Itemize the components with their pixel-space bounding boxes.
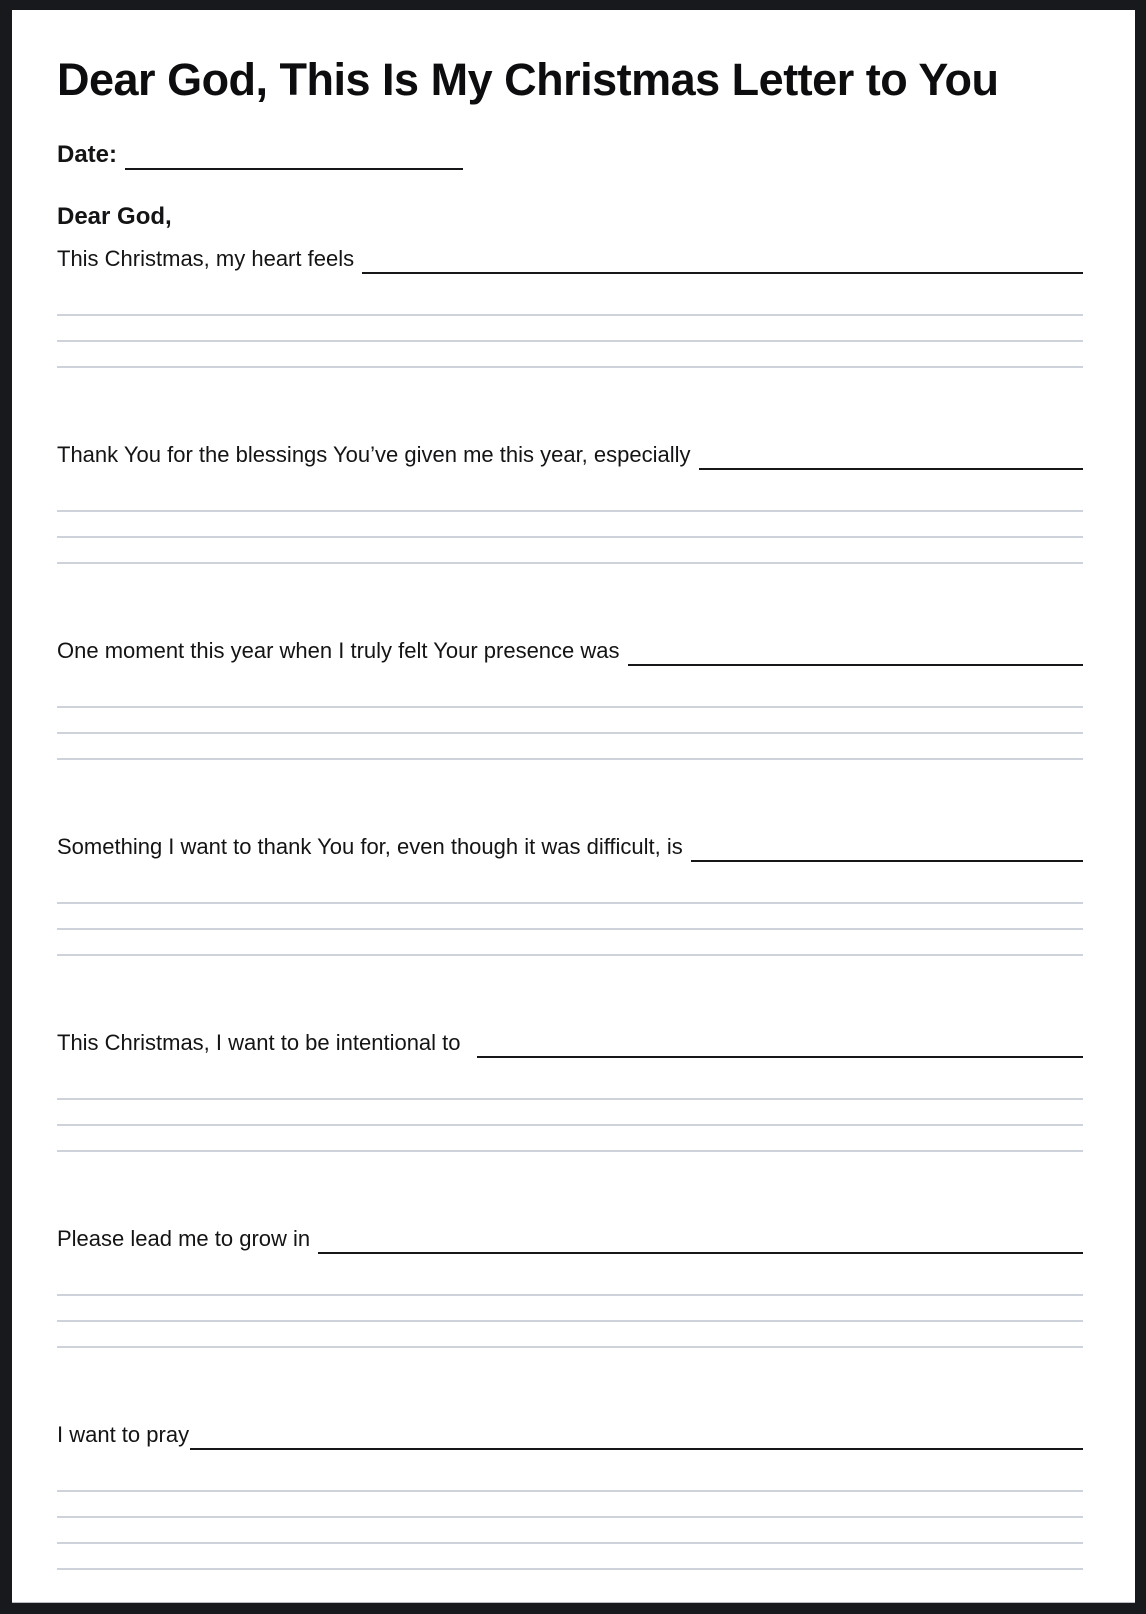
writing-line bbox=[57, 1544, 1083, 1570]
prompt-text: One moment this year when I truly felt Your presence was bbox=[57, 638, 620, 663]
writing-line bbox=[57, 1074, 1083, 1100]
prompt-fill-in-blank bbox=[190, 1424, 1083, 1450]
writing-line bbox=[57, 512, 1083, 538]
writing-line bbox=[57, 734, 1083, 760]
letter-section bbox=[57, 1028, 1083, 1152]
prompt-text: I want to pray bbox=[57, 1422, 190, 1447]
writing-line bbox=[57, 538, 1083, 564]
page-title: Dear God, This Is My Christmas Letter to You bbox=[57, 54, 999, 105]
prompt-text: Something I want to thank You for, even though it was difficult, is bbox=[57, 834, 683, 859]
letter-section bbox=[57, 1420, 1083, 1570]
writing-line bbox=[57, 682, 1083, 708]
date-row bbox=[57, 140, 1083, 170]
writing-lines bbox=[57, 1074, 1083, 1152]
letter-sections bbox=[57, 244, 1083, 1570]
writing-line bbox=[57, 1518, 1083, 1544]
writing-line bbox=[57, 290, 1083, 316]
writing-line bbox=[57, 1126, 1083, 1152]
prompt-row bbox=[57, 832, 1083, 862]
writing-line bbox=[57, 1270, 1083, 1296]
prompt-row bbox=[57, 244, 1083, 274]
letter-section bbox=[57, 1224, 1083, 1348]
writing-line bbox=[57, 486, 1083, 512]
writing-line bbox=[57, 930, 1083, 956]
prompt-fill-in-blank bbox=[691, 836, 1083, 862]
writing-lines bbox=[57, 1466, 1083, 1570]
date-fill-in-blank bbox=[125, 144, 463, 170]
date-label: Date: bbox=[57, 141, 118, 168]
prompt-fill-in-blank bbox=[699, 444, 1083, 470]
writing-line bbox=[57, 1296, 1083, 1322]
prompt-text: Please lead me to grow in bbox=[57, 1226, 311, 1251]
salutation: Dear God, bbox=[57, 203, 172, 230]
prompt-fill-in-blank bbox=[362, 248, 1083, 274]
prompt-text: Thank You for the blessings You’ve given me this year, especially bbox=[57, 442, 691, 467]
prompt-text: This Christmas, I want to be intentional to bbox=[57, 1030, 461, 1055]
writing-line bbox=[57, 878, 1083, 904]
writing-line bbox=[57, 708, 1083, 734]
writing-lines bbox=[57, 486, 1083, 564]
writing-lines bbox=[57, 290, 1083, 368]
writing-lines bbox=[57, 682, 1083, 760]
prompt-fill-in-blank bbox=[628, 640, 1083, 666]
writing-line bbox=[57, 1466, 1083, 1492]
writing-line bbox=[57, 342, 1083, 368]
writing-line bbox=[57, 316, 1083, 342]
writing-lines bbox=[57, 878, 1083, 956]
prompt-fill-in-blank bbox=[477, 1032, 1083, 1058]
prompt-row bbox=[57, 636, 1083, 666]
prompt-fill-in-blank bbox=[318, 1228, 1083, 1254]
writing-line bbox=[57, 1322, 1083, 1348]
prompt-text: This Christmas, my heart feels bbox=[57, 246, 355, 271]
letter-section bbox=[57, 440, 1083, 564]
prompt-row bbox=[57, 1028, 1083, 1058]
writing-line bbox=[57, 1100, 1083, 1126]
writing-lines bbox=[57, 1270, 1083, 1348]
prompt-row bbox=[57, 1420, 1083, 1450]
letter-section bbox=[57, 636, 1083, 760]
letter-section bbox=[57, 244, 1083, 368]
prompt-row bbox=[57, 440, 1083, 470]
writing-line bbox=[57, 1492, 1083, 1518]
writing-line bbox=[57, 904, 1083, 930]
worksheet-page bbox=[12, 10, 1135, 1602]
prompt-row bbox=[57, 1224, 1083, 1254]
letter-section bbox=[57, 832, 1083, 956]
